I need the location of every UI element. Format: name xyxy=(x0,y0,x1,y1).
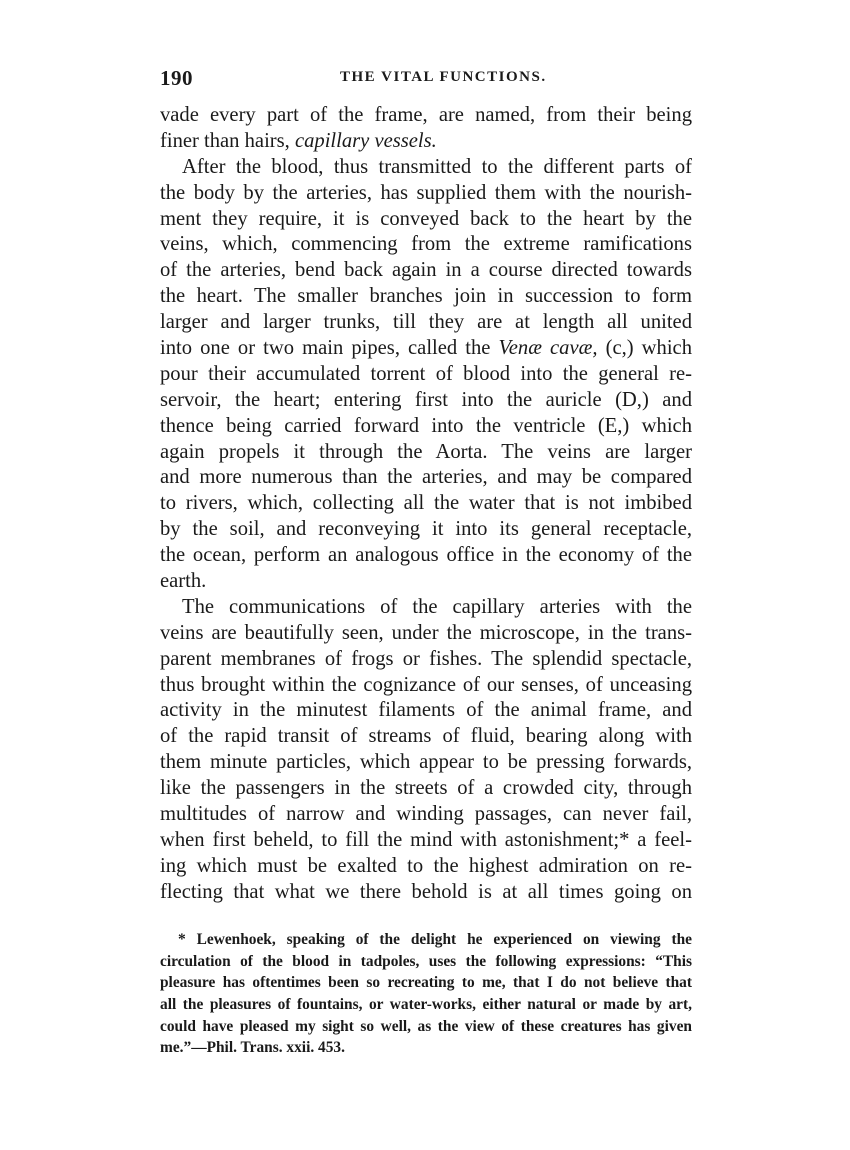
text-line: multitudes of narrow and winding passages, can never fail, xyxy=(160,803,692,826)
text-line: veins, which, commencing from the extreme ramifications xyxy=(160,233,692,256)
text-fragment: (c,) which xyxy=(597,337,692,360)
text-fragment: finer than hairs, xyxy=(160,129,295,152)
text-line xyxy=(160,336,692,362)
italic-term: capillary vessels. xyxy=(294,129,437,152)
text-line: and more numerous than the arteries, and may be compared xyxy=(160,466,692,489)
text-line: ment they require, it is conveyed back to the heart by the xyxy=(160,207,692,230)
text-line: the heart. The smaller branches join in succession to form xyxy=(160,285,692,308)
footnote-line: circulation of the blood in tadpoles, uses the following expressions: “This xyxy=(160,952,692,970)
page-header xyxy=(160,66,700,92)
text-line: thus brought within the cognizance of our senses, of unceasing xyxy=(160,673,692,696)
text-line: them minute particles, which appear to be pressing forwards, xyxy=(160,751,692,774)
text-line: servoir, the heart; entering first into the auricle (D,) and xyxy=(160,388,692,411)
text-line: like the passengers in the streets of a crowded city, through xyxy=(160,777,692,800)
text-line: of the arteries, bend back again in a course directed towards xyxy=(160,259,692,282)
text-line: flecting that what we there behold is at all times going on xyxy=(160,880,692,903)
text-line: vade every part of the frame, are named, from their being xyxy=(160,104,692,126)
running-head: THE VITAL FUNCTIONS. xyxy=(340,69,547,85)
body-text xyxy=(160,103,692,906)
paragraph-first-line: After the blood, thus transmitted to the different parts of xyxy=(182,155,692,178)
text-line: veins are beautifully seen, under the microscope, in the trans- xyxy=(160,621,692,644)
text-fragment: into one or two main pipes, called the xyxy=(160,337,499,360)
italic-term: Venæ cavæ, xyxy=(498,337,598,360)
footnote-line: pleasure has oftentimes been so recreating to me, that I do not believe that xyxy=(160,974,692,992)
text-line: to rivers, which, collecting all the water that is not imbibed xyxy=(160,492,692,515)
page-number: 190 xyxy=(160,66,193,90)
footnote-line: * Lewenhoek, speaking of the delight he experienced on viewing the xyxy=(178,931,692,948)
text-line: thence being carried forward into the ventricle (E,) which xyxy=(160,414,692,437)
text-line: again propels it through the Aorta. The veins are larger xyxy=(160,440,692,463)
text-line: larger and larger trunks, till they are at length all united xyxy=(160,311,692,334)
footnote-line: all the pleasures of fountains, or water-works, either natural or made by art, xyxy=(160,996,692,1014)
text-line: earth. xyxy=(160,570,207,593)
footnote-line: me.”—Phil. Trans. xxii. 453. xyxy=(160,1039,345,1057)
text-line: the ocean, perform an analogous office in the economy of the xyxy=(160,544,692,567)
text-line: pour their accumulated torrent of blood into the general re- xyxy=(160,362,692,385)
paragraph-first-line: The communications of the capillary arteries with the xyxy=(182,595,692,618)
text-line: the body by the arteries, has supplied them with the nourish- xyxy=(160,181,692,204)
text-line: when first beheld, to fill the mind with astonishment;* a feel- xyxy=(160,828,692,851)
text-line: ing which must be exalted to the highest admiration on re- xyxy=(160,854,692,877)
text-line: of the rapid transit of streams of fluid, bearing along with xyxy=(160,725,692,748)
text-line xyxy=(160,129,692,155)
text-line: activity in the minutest filaments of the animal frame, and xyxy=(160,699,692,722)
text-line: by the soil, and reconveying it into its general receptacle, xyxy=(160,518,692,541)
footnote-line: could have pleased my sight so well, as the view of these creatures has given xyxy=(160,1017,692,1035)
footnote xyxy=(160,929,692,1059)
text-line: parent membranes of frogs or fishes. The splendid spectacle, xyxy=(160,647,692,670)
